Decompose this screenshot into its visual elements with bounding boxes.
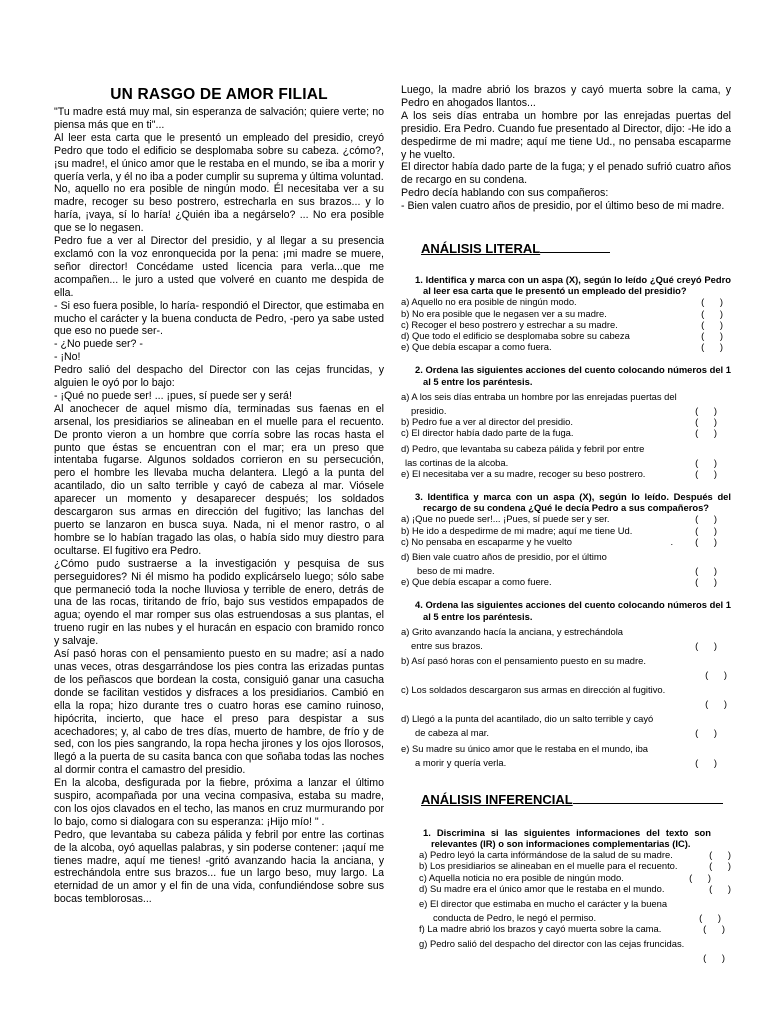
answer-box[interactable]: ( ) — [689, 871, 711, 883]
option-text: las cortinas de la alcoba. — [405, 456, 509, 468]
story-paragraph: - ¿No puede ser? - — [54, 338, 143, 351]
answer-box[interactable]: ( ) — [709, 882, 731, 894]
story-paragraph: Al leer esta carta que le presentó un empleado del presidio, creyó Pedro que todo el edificio se desplomaba sobre su cabeza. ¿cómo?, ¡su madre!, el único amor que le restaba en el mundo, se iba a morir y quería verla, y él no iba a poder cumplir su suprema y última voluntad. — [54, 131, 384, 183]
option-text: b) Así pasó horas con el pensamiento puesto en su madre. — [401, 654, 646, 666]
option-row — [419, 934, 731, 952]
option-text: a) Aquello no era posible de ningún modo. — [401, 296, 577, 308]
answer-box[interactable]: ( ) — [703, 952, 725, 964]
option-text: d) Que todo el edificio se desplomaba sobre su cabeza — [401, 330, 630, 342]
answer-box[interactable]: ( ) — [705, 668, 727, 680]
story-paragraph: Pedro, que levantaba su cabeza pálida y febril por entre las cortinas de la alcoba, oyó aquellas palabras, y sin poderse contener: ¡aquí me tienes madre, aquí me tienes! -gritó avanzando hacia la anciana, y estrechándola entre sus brazos... fue un largo beso, muy largo. La eternidad de un amor y el fin de una vida, confundiéndose sobre sus bocas temblorosas... — [54, 828, 384, 906]
answer-box[interactable]: ( ) — [703, 923, 725, 935]
option-row — [401, 757, 731, 768]
option-text: d) Su madre era el único amor que le restaba en el mundo. — [419, 882, 665, 894]
option-text: c) Recoger el beso postrero y estrechar a su madre. — [401, 318, 618, 330]
option-row — [401, 536, 731, 547]
option-text: f) La madre abrió los brazos y cayó muerta sobre la cama. — [419, 923, 662, 935]
option-text: a morir y quería verla. — [415, 756, 507, 768]
dot-mark: . — [670, 535, 674, 547]
story-paragraph: "Tu madre está muy mal, sin esperanza de salvación; quiere verte; no piensa más que en ti"... — [54, 106, 384, 131]
option-row — [401, 468, 731, 479]
answer-box[interactable]: ( ) — [701, 330, 723, 342]
story-title: UN RASGO DE AMOR FILIAL — [110, 86, 328, 103]
answer-box[interactable]: ( ) — [695, 535, 717, 547]
option-text: e) Que debía escapar a como fuere. — [401, 576, 552, 588]
option-row — [401, 622, 731, 640]
story-paragraph: - ¡Qué no puede ser! ... ¡pues, sí puede ser y será! — [54, 389, 292, 402]
option-text: e) Su madre su único amor que le restaba en el mundo, iba — [401, 742, 649, 754]
option-row — [419, 952, 731, 963]
option-row — [401, 457, 731, 468]
option-row — [401, 525, 731, 536]
option-text: c) Los soldados descargaron sus armas en dirección al fugitivo. — [401, 684, 666, 696]
option-text: b) Los presidiarios se alineaban en el muelle para el recuento. — [419, 860, 678, 872]
answer-box[interactable]: ( ) — [701, 318, 723, 330]
option-text: a) Grito avanzando hacía la anciana, y estrechándola — [401, 625, 624, 637]
option-text: d) Pedro, que levantaba su cabeza pálida y febril por entre — [401, 442, 645, 454]
answer-box[interactable]: ( ) — [695, 467, 717, 479]
option-text: e) El necesitaba ver a su madre, recoger su beso postrero. — [401, 467, 646, 479]
answer-box[interactable]: ( ) — [695, 639, 717, 651]
story-paragraph: No, aquello no era posible de ningún modo. Él necesitaba ver a su madre, recoger su beso postrero, estrecharla en sus brazos... y lo haría, ¡vaya, sí lo haría! ¿Quién iba a negárselo? ... No era posible que se lo negasen. — [54, 183, 384, 235]
option-text: d) Bien vale cuatro años de presidio, por el último — [401, 550, 607, 562]
answer-box[interactable]: ( ) — [695, 727, 717, 739]
answer-box[interactable]: ( ) — [701, 307, 723, 319]
option-row — [401, 513, 731, 524]
inferencial-q1-options — [401, 849, 731, 963]
option-text: b) No era posible que le negasen ver a su madre. — [401, 307, 607, 319]
option-row — [419, 923, 731, 934]
literal-question-4: 4. Ordena las siguientes acciones del cuento colocando números del 1 al 5 entre los paréntesis. — [415, 599, 731, 622]
option-row — [401, 439, 731, 457]
option-text: entre sus brazos. — [411, 639, 483, 651]
answer-box[interactable]: ( ) — [695, 404, 717, 416]
option-text: e) El director que estimaba en mucho el carácter y la buena — [419, 897, 668, 909]
story-paragraph: Al anochecer de aquel mismo día, terminadas sus faenas en el arsenal, los presidiarios se alineaban en el muelle para el recuento. De pronto vieron a un hombre que corría sobre las rocas hasta el punto que éstas se encuentran con el mar; era un preso que intentaba fugarse. Algunos soldados corrieron en su persecución, pero el hombre les llevaba mucha delantera. Llegó a la punta del acantilado, dio un salto terrible y cayó de cabeza al mar. Viósele aparecer un momento y desaparecer después; los soldados descargaron sus armas en dirección del fugitivo; las lanchas del puerto se lanzaron en busca suya. Nada, ni el menor rastro, o al hombre se lo habían tragado las olas, o había sido muy diestro para ocultarse. El fugitivo era Pedro. — [54, 402, 384, 557]
option-text: a) ¡Que no puede ser!... ¡Pues, sí puede ser y ser. — [401, 513, 610, 525]
right-column — [401, 84, 731, 964]
literal-heading-text: ANÁLISIS LITERAL — [421, 241, 541, 257]
option-row — [401, 319, 731, 330]
option-row — [419, 872, 731, 883]
option-text: presidio. — [411, 404, 447, 416]
option-row — [401, 698, 731, 709]
option-row — [419, 849, 731, 860]
option-row — [401, 405, 731, 416]
answer-box[interactable]: ( ) — [699, 911, 721, 923]
literal-q3-options — [401, 513, 731, 587]
option-row — [401, 416, 731, 427]
literal-heading — [421, 241, 731, 256]
option-text: b) Pedro fue a ver al director del presidio. — [401, 416, 573, 428]
option-text: conducta de Pedro, le negó el permiso. — [433, 911, 597, 923]
story-paragraph: Pedro fue a ver al Director del presidio, y al llegar a su presencia exclamó con la voz enronquecida por la pena: ¡mi madre se muere, señor director! Concédame usted licencia para verla...que me acompañen... le juro a usted que volveré en cuanto me despida de ella. — [54, 235, 384, 299]
option-row — [401, 680, 731, 698]
option-text: d) Llegó a la punta del acantilado, dio un salto terrible y cayó — [401, 713, 654, 725]
answer-box[interactable]: ( ) — [695, 416, 717, 428]
literal-question-1: 1. Identifica y marca con un aspa (X), según lo leído ¿Qué creyó Pedro al leer esa carta que le presentó un empleado del presidio? — [415, 274, 731, 297]
option-row — [401, 330, 731, 341]
option-text: e) Que debía escapar a como fuera. — [401, 341, 552, 353]
story-paragraph: - Si eso fuera posible, lo haría- respondió el Director, que estimaba en mucho el carácter y la buena conducta de Pedro, -pero ya sabe usted que eso no puede ser-. — [54, 299, 384, 338]
option-text: a) Pedro leyó la carta infórmándose de la salud de su madre. — [419, 849, 673, 861]
answer-box[interactable]: ( ) — [695, 564, 717, 576]
option-row — [401, 308, 731, 319]
literal-question-2: 2. Ordena las siguientes acciones del cuento colocando números del 1 al 5 entre los paréntesis. — [415, 364, 731, 387]
option-row — [419, 912, 731, 923]
story-paragraph: Así pasó horas con el pensamiento puesto en su madre; así a nado unas veces, otras desgarrándose los pies contra las erizadas puntas de los peñascos que bordean la costa, consiguió ganar una casucha donde se facilitan vestidos y disfraces a los presidiarios. Cambió en ella la ropa; hizo durante tres o cuatro horas ese camino ruinoso, hipócrita, incierto, que hace el preso para despistar a sus acechadores; y, al cabo de tres días, muerto de hambre, de frío y de sed, con los pies sangrando, la ropa hecha jirones y los ojos llorosos, llegó a la puerta de su casita banca con que soñaba todas las noches al dormir contra el camastro del presidio. — [54, 648, 384, 777]
option-row — [401, 640, 731, 651]
heading-underline-extension — [573, 793, 723, 804]
left-column — [54, 86, 384, 906]
inferencial-heading-text: ANÁLISIS INFERENCIAL — [421, 791, 573, 807]
answer-box[interactable]: ( ) — [695, 524, 717, 536]
option-text: a) A los seis días entraba un hombre por las enrejadas puertas del — [401, 390, 677, 402]
option-row — [419, 883, 731, 894]
option-text: g) Pedro salió del despacho del director con las cejas fruncidas. — [419, 938, 685, 950]
option-row — [401, 739, 731, 757]
literal-q4-options — [401, 622, 731, 768]
answer-box[interactable]: ( ) — [709, 860, 731, 872]
answer-box[interactable]: ( ) — [701, 296, 723, 308]
answer-box[interactable]: ( ) — [705, 698, 727, 710]
inferencial-question-1: 1. Discrimina si las siguientes informaciones del texto son relevantes (IR) o son informaciones complementarias (IC). — [423, 826, 711, 849]
option-row — [401, 547, 731, 565]
option-text: c) Aquella noticia no era posible de ningún modo. — [419, 871, 624, 883]
option-row — [401, 341, 731, 352]
answer-box[interactable]: ( ) — [695, 513, 717, 525]
option-row — [401, 296, 731, 307]
option-text: c) El director había dado parte de la fuga. — [401, 427, 574, 439]
answer-box[interactable]: ( ) — [695, 756, 717, 768]
literal-q2-options — [401, 387, 731, 479]
heading-underline-extension — [540, 242, 610, 253]
answer-box[interactable]: ( ) — [695, 427, 717, 439]
option-row — [401, 727, 731, 738]
story-paragraph: Luego, la madre abrió los brazos y cayó muerta sobre la cama, y Pedro en ahogados llantos... — [401, 84, 731, 109]
option-row — [401, 427, 731, 438]
option-row — [401, 576, 731, 587]
option-row — [401, 651, 731, 669]
option-text: beso de mi madre. — [417, 564, 495, 576]
option-row — [401, 565, 731, 576]
story-paragraph: A los seis días entraba un hombre por las enrejadas puertas del presidio. Era Pedro. Cuando fue presentado al Director, dijo: -He ido a despedirme de mi madre; aquí me tiene Ud., no pensaba escaparme y he vuelto. — [401, 109, 731, 161]
inferencial-heading — [421, 792, 731, 807]
story-paragraph: En la alcoba, desfigurada por la fiebre, próxima a lanzar el último suspiro, acompañada por una vecina compasiva, estaba su madre, con los ojos clavados en el techo, las manos en cruz murmurando por lo bajo, como si dialogara con su esperanza: ¡Hijo mío! " . — [54, 777, 384, 828]
answer-box[interactable]: ( ) — [695, 456, 717, 468]
option-row — [401, 709, 731, 727]
answer-box[interactable]: ( ) — [709, 849, 731, 861]
option-text: b) He ido a despedirme de mi madre; aquí me tiene Ud. — [401, 524, 633, 536]
story-paragraph: El director había dado parte de la fuga; y el penado sufrió cuatro años de recargo en su condena. — [401, 161, 731, 187]
option-text: c) No pensaba en escaparme y he vuelto — [401, 535, 572, 547]
option-row — [401, 387, 731, 405]
story-paragraph: Pedro decía hablando con sus compañeros: — [401, 187, 609, 200]
answer-box[interactable]: ( ) — [701, 341, 723, 353]
option-row — [401, 669, 731, 680]
literal-q1-options — [401, 296, 731, 352]
literal-question-3: 3. Identifica y marca con un aspa (X), según lo leído. Después del recargo de su condena ¿Qué le decía Pedro a sus compañeros? — [415, 490, 731, 514]
story-paragraph: ¿Cómo pudo sustraerse a la investigación y pesquisa de sus perseguidores? Ni él mismo ha podido explicárselo luego; sólo sabe que permaneció toda la noche lluviosa y terrible de enero, detrás de una de las rocas, tiritando de frío, bajo sus vestidos empapados de agua; oyendo el mar romper sus olas estruendosas a sus plantas, el trueno rugir en las nubes y el huracán en espacio con bramido ronco y salvaje. — [54, 557, 384, 648]
story-paragraph: Pedro salió del despacho del Director con las cejas fruncidas, y alguien le oyó por lo bajo: — [54, 364, 384, 390]
option-text: de cabeza al mar. — [415, 727, 490, 739]
answer-box[interactable]: ( ) — [695, 576, 717, 588]
story-paragraph: - Bien valen cuatro años de presidio, por el último beso de mi madre. — [401, 200, 725, 213]
option-row — [419, 860, 731, 871]
story-paragraph: - ¡No! — [54, 351, 81, 364]
option-row — [419, 894, 731, 912]
